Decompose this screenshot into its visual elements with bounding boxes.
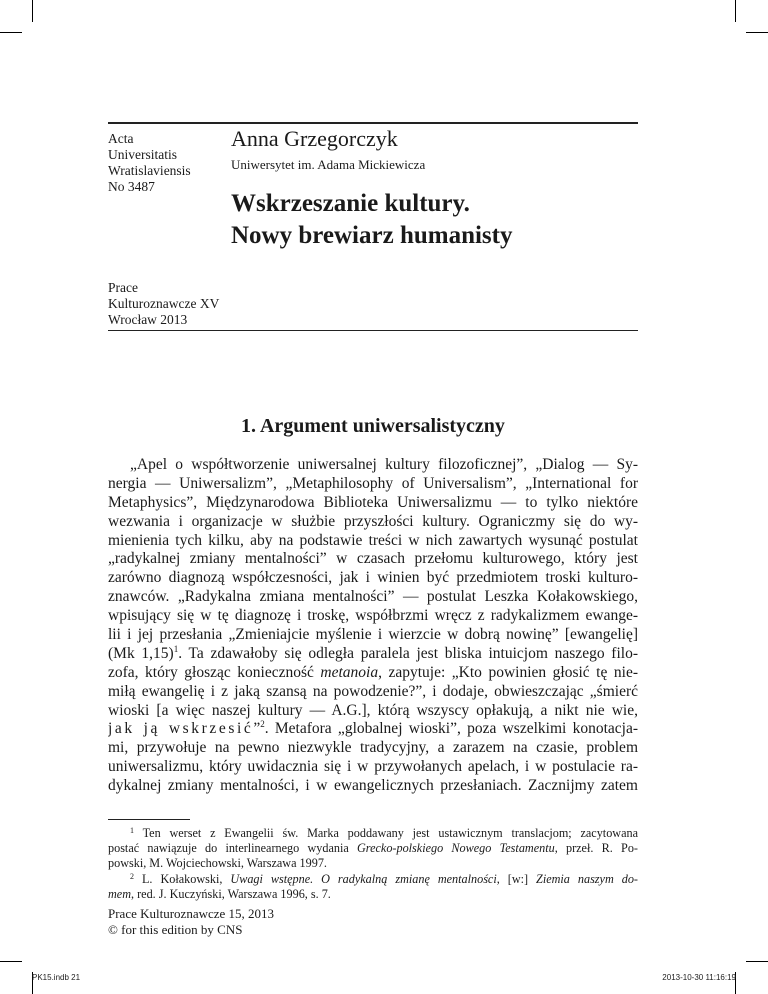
body-line: uniwersalizmu, który uwidacznia się i w przywołanych apelach, i w postulacie ra- [108,758,638,776]
body-fragment: ” [253,720,261,738]
series-line: Wratislaviensis [108,163,191,178]
body-fragment: , zapytuje: „Kto powinien głosić tę nie- [378,663,638,681]
crop-mark [735,0,736,22]
footnote-italic: Ziemia naszym do- [536,871,638,886]
series-line: No 3487 [108,179,155,194]
crop-mark [32,0,33,22]
body-line: dykalnej zmiany mentalności, i w ewangelicznych przesłaniach. Zacznijmy zatem [108,777,638,795]
footnote-text: postać nawiązuje do interlinearnego wydania [108,841,357,856]
footnote-text: , [w:] [496,871,537,886]
page-footer [108,906,274,938]
crop-mark [746,961,768,962]
body-line [108,720,638,739]
body-line: „Apel o współtworzenie uniwersalnej kultury filozoficznej”, „Dialog — Sy- [130,456,638,473]
author-affiliation: Uniwersytet im. Adama Mickiewicza [231,157,426,172]
body-line: mi, przywołuje na pewno niezwykle tradycyjny, a zarazem na czasie, problem [108,739,638,757]
crop-mark [746,32,768,33]
crop-mark [0,32,22,33]
footnote-text: , red. J. Kuczyński, Warszawa 1996, s. 7. [131,886,331,901]
series-info [108,131,191,195]
article-title [231,188,512,252]
body-line: wezwania i organizacje w służbie przyszłości kultury. Ograniczmy się do wy- [108,512,638,530]
footnote-rule [108,819,190,820]
body-line: Metaphysics”, Międzynarodowa Biblioteka Uniwersalizmu — to tylko niektóre [108,493,638,511]
body-fragment: . Metafora „globalnej wioski”, poza wszelkimi konotacja- [264,720,638,738]
footer-line: © for this edition by CNS [108,922,243,937]
body-line: „radykalnej zmiany mentalności” w czasach przełomu kulturowego, który jest [108,550,638,568]
footnote-italic: Grecko-polskiego Nowego Testamentu [357,841,555,856]
footnote-italic: mem [108,886,132,901]
body-text [108,456,638,796]
body-spaced: jak ją wskrzesić [108,720,254,738]
footnote-text: , przeł. R. Po- [554,841,638,856]
footnote-1 [108,826,638,841]
print-slug-file: PK15.indb 21 [32,973,81,982]
footnote-text: Ten werset z Ewangelii św. Marka poddawany jest ustawicznym translacjom; zacytowana [142,826,638,840]
footnote-ref-2[interactable]: 2 [260,720,265,730]
body-italic: metanoia [320,663,379,681]
body-line: znawców. „Radykalna zmiana mentalności” — postulat Leszka Kołakowskiego, [108,588,638,606]
body-line: (Mk 1,15)$^1$. Ta zdawałoby się odległa paralela jest bliska intuicjom naszego filo- [108,644,638,662]
series-line: Universitatis [108,147,177,162]
body-fragment: zofa, który głosząc konieczność [108,663,321,681]
crop-mark [0,961,22,962]
body-line: lii i jej przesłania „Zmieniajcie myślenie i wierzcie w dobrą nowinę” [ewangelię] [108,626,638,644]
footnote-line: powski, M. Wojciechowski, Warszawa 1997. [108,856,327,871]
footnote-line [108,887,638,902]
footnote-2 [108,872,638,887]
body-line: nergia — Uniwersalizm”, „Metaphilosophy of Universalism”, „International for [108,474,638,492]
header-bottom-rule [108,330,638,331]
body-line: zarówno diagnozą współczesności, jak i winien być przedmiotem troski kulturo- [108,569,638,587]
body-line [108,664,638,683]
print-slug-timestamp: 2013-10-30 11:16:19 [662,973,736,982]
body-line: miłą ewangelię i z jaką szansą na powodzenie?”, i dodaje, obwieszczając „śmierć [108,682,638,700]
series-line: Acta [108,131,134,146]
footer-line: Prace Kulturoznawcze 15, 2013 [108,906,275,921]
section-heading: 1. Argument uniwersalistyczny [241,415,505,437]
header-top-rule [108,122,638,124]
journal-line: Wrocław 2013 [108,312,188,327]
journal-line: Kulturoznawcze XV [108,296,220,311]
body-line: mienienia tych kilku, aby na podstawie treści w nich zawartych wysunąć postulat [108,531,638,549]
title-line: Nowy brewiarz humanisty [231,222,513,249]
journal-line: Prace [108,280,138,295]
footnote-italic: Uwagi wstępne. O radykalną zmianę mentalności [230,871,497,886]
footnote-ref-1[interactable]: 1 [173,644,179,654]
footnotes [108,826,638,902]
footnote-line [108,841,638,856]
author-name: Anna Grzegorczyk [231,126,398,151]
footnote-mark: 1 [130,826,134,835]
body-fragment: (Mk 1,15) [108,644,174,662]
footnote-mark: 2 [130,871,134,881]
journal-info [108,280,219,328]
body-line: wpisujący się w tę diagnozę i troskę, współbrzmi wręcz z radykalizmem ewange- [108,607,638,625]
footnote-text: L. Kołakowski, [141,871,231,886]
title-line: Wskrzeszanie kultury. [231,190,470,217]
body-fragment: Ta zdawałoby się odległa paralela jest bliska intuicjom naszego filo- [188,644,638,662]
body-line: wioski [a więc naszej kultury — A.G.], którą wszyscy opłakują, a nikt nie wie, [108,701,638,719]
